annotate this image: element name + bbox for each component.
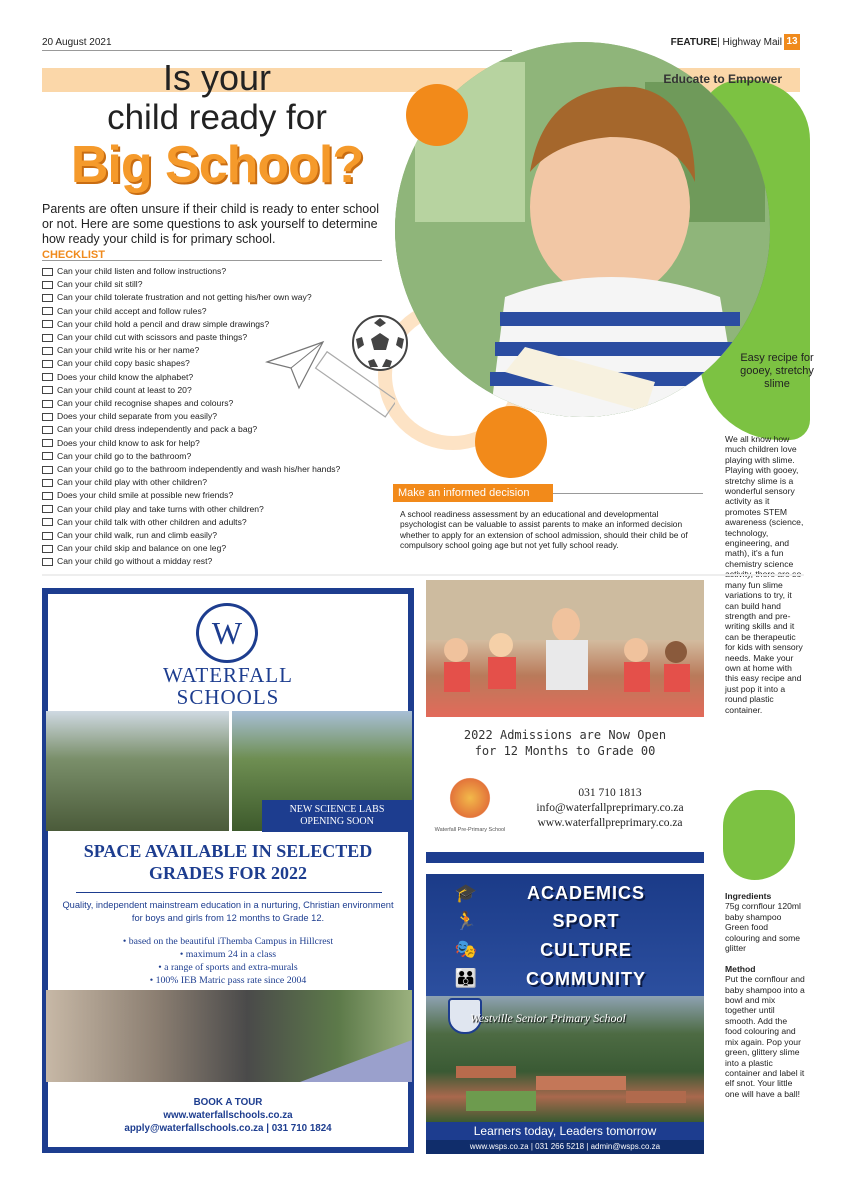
checkbox-icon[interactable] [42, 268, 53, 276]
checklist [42, 265, 402, 569]
page-number: 13 [784, 34, 800, 50]
checklist-item-text: Can your child tolerate frustration and not getting his/her own way? [57, 292, 312, 303]
checklist-item-text: Can your child write his or her name? [57, 345, 200, 356]
ad-bullet-item: • based on the beautiful iThemba Campus in Hillcrest [122, 936, 334, 947]
runner-icon: 🏃 [454, 911, 478, 931]
slime-blob-image [723, 790, 795, 880]
checklist-item-text: Can your child listen and follow instructions? [57, 266, 227, 276]
checkbox-icon[interactable] [42, 492, 53, 500]
checkbox-icon[interactable] [42, 518, 53, 526]
waterfall-laurel-logo-icon: W [196, 603, 258, 663]
checklist-rule [42, 260, 382, 261]
checklist-item-text: Does your child separate from you easily? [57, 411, 218, 422]
section-divider [42, 574, 804, 576]
checklist-item-text: Can your child talk with other children and adults? [57, 516, 247, 527]
westville-contact-link[interactable]: www.wsps.co.za | 031 266 5218 | admin@wsps.co.za [426, 1140, 704, 1154]
checklist-item[interactable] [42, 331, 402, 344]
checklist-item[interactable] [42, 410, 402, 423]
slime-recipe-intro: We all know how much children love playing with slime. Playing with gooey, stretchy slime is a wonderful sensory activity as it promotes STEM awareness (science, technology, engineering, and math), it's a fun chemistry science activity, there are so many fun slime variations to try, it can build hand strength and pre-writing skills and it can be therapeutic for kids with sensory needs. Make your own at home with this easy recipe and just pop it into a round plastic container. [725, 434, 804, 715]
ingredients-label: Ingredients [725, 891, 772, 901]
checklist-item[interactable] [42, 529, 402, 542]
informed-decision-heading: Make an informed decision [393, 484, 553, 502]
category-sport: SPORT [552, 911, 620, 931]
checkbox-icon[interactable] [42, 426, 53, 434]
westville-school-name: Westville Senior Primary School [470, 1011, 626, 1025]
checklist-item[interactable] [42, 371, 402, 384]
checklist-item[interactable] [42, 291, 402, 304]
preprimary-phone[interactable]: 031 710 1813 [578, 787, 642, 799]
headline-line-2: GRADES FOR 2022 [148, 863, 307, 883]
ad-bullet-item: • 100% IEB Matric pass rate since 2004 [149, 975, 307, 986]
students-photo [46, 711, 229, 831]
checklist-item-text: Can your child cut with scissors and paste things? [57, 332, 248, 343]
admissions-notice [426, 727, 704, 759]
informed-decision-text: A school readiness assessment by an educational and developmental psychologist can be valuable to assist parents to make an informed decision whether to apply for an extension of school admission, should their child be of compulsory school going age but not yet fully school ready. [400, 509, 688, 551]
checkbox-icon[interactable] [42, 466, 53, 474]
checklist-item[interactable] [42, 437, 402, 450]
checklist-item[interactable] [42, 265, 402, 278]
preprimary-email[interactable]: info@waterfallpreprimary.co.za [536, 802, 684, 814]
preschool-class-photo [426, 580, 704, 717]
name-line-2: SCHOOLS [176, 685, 280, 709]
checkbox-icon[interactable] [42, 386, 53, 394]
checklist-item[interactable] [42, 278, 402, 291]
preprimary-contact [520, 786, 700, 831]
category-academics: ACADEMICS [526, 883, 645, 903]
checklist-item[interactable] [42, 357, 402, 370]
slime-recipe-heading: Easy recipe for gooey, stretchy slime [740, 352, 814, 390]
ad-bullets [60, 935, 396, 987]
banner-line-1: NEW SCIENCE LABS [289, 804, 385, 815]
book-tour-label: BOOK A TOUR [193, 1097, 263, 1108]
checkbox-icon[interactable] [42, 281, 53, 289]
category-community: COMMUNITY [526, 969, 646, 989]
checkbox-icon[interactable] [42, 505, 53, 513]
slime-recipe-body [725, 891, 805, 1099]
checkbox-icon[interactable] [42, 545, 53, 553]
checklist-item[interactable] [42, 463, 402, 476]
ad-bullet-item: • maximum 24 in a class [179, 949, 277, 960]
checklist-item-text: Does your child smile at possible new friends? [57, 490, 234, 501]
checkbox-icon[interactable] [42, 320, 53, 328]
checkbox-icon[interactable] [42, 347, 53, 355]
checkbox-icon[interactable] [42, 360, 53, 368]
checkbox-icon[interactable] [42, 558, 53, 566]
checkbox-icon[interactable] [42, 294, 53, 302]
method-label: Method [725, 963, 756, 974]
waterfall-contact-link[interactable]: apply@waterfallschools.co.za | 031 710 1824 [124, 1123, 332, 1134]
preprimary-logo-icon [440, 773, 500, 823]
banner-line-2: OPENING SOON [300, 816, 374, 827]
checklist-item[interactable] [42, 476, 402, 489]
category-culture: CULTURE [540, 940, 632, 960]
waterfall-website-link[interactable]: www.waterfallschools.co.za [163, 1110, 293, 1121]
science-labs-banner [262, 800, 412, 832]
checklist-label: CHECKLIST [42, 249, 105, 261]
headline-line-3: Big School? [70, 136, 364, 194]
ad-description: Quality, independent mainstream education in a nurturing, Christian environment for boys and girls from 12 months to Grade 12. [62, 900, 394, 923]
orange-circle-decoration [475, 406, 547, 478]
checklist-item[interactable] [42, 503, 402, 516]
section-label: FEATURE [670, 37, 718, 48]
headline-line-2: child ready for [107, 98, 327, 137]
checklist-item[interactable] [42, 555, 402, 568]
checklist-item-text: Can your child play with other children? [57, 477, 207, 488]
checklist-item-text: Does your child know to ask for help? [57, 437, 200, 448]
headline-line-1: Is your [162, 57, 272, 98]
checkbox-icon[interactable] [42, 439, 53, 447]
checklist-item-text: Can your child sit still? [57, 279, 143, 290]
informed-rule [553, 493, 703, 494]
checklist-item[interactable] [42, 489, 402, 502]
article-intro: Parents are often unsure if their child is ready to enter school or not. Here are some questions to ask yourself to determine how ready your child is for primary school. [42, 202, 379, 246]
checkbox-icon[interactable] [42, 400, 53, 408]
checkbox-icon[interactable] [42, 373, 53, 381]
checkbox-icon[interactable] [42, 479, 53, 487]
checkbox-icon[interactable] [42, 334, 53, 342]
ad-rule [76, 892, 382, 893]
checklist-item[interactable] [42, 397, 402, 410]
issue-date: 20 August 2021 [42, 37, 112, 48]
preprimary-website[interactable]: www.waterfallpreprimary.co.za [537, 817, 683, 829]
checklist-item[interactable] [42, 423, 402, 436]
publication-name: Highway Mail [722, 37, 782, 48]
section-tagline: Educate to Empower [663, 72, 782, 86]
waterfall-school-name [42, 664, 414, 708]
checkbox-icon[interactable] [42, 413, 53, 421]
checkbox-icon[interactable] [42, 452, 53, 460]
theatre-masks-icon: 🎭 [454, 939, 478, 959]
headline-line-1: SPACE AVAILABLE IN SELECTED [83, 841, 373, 861]
checklist-item[interactable] [42, 450, 402, 463]
checklist-item-text: Can your child accept and follow rules? [57, 305, 207, 316]
checklist-item[interactable] [42, 516, 402, 529]
checklist-item[interactable] [42, 344, 402, 357]
checklist-item-text: Can your child go to the bathroom independently and wash his/her hands? [57, 464, 341, 475]
orange-circle-decoration [406, 84, 468, 146]
method-text: Put the cornflour and baby shampoo into a bowl and mix together until smooth. Add the food colouring and mix again. Pop your green, glittery slime into a plastic container and label it elf snot. Your little one will have a ball! [725, 974, 805, 1099]
checklist-item-text: Can your child recognise shapes and colours? [57, 398, 234, 409]
checkbox-icon[interactable] [42, 532, 53, 540]
checklist-item-text: Can your child walk, run and climb easily? [57, 530, 218, 541]
checklist-item[interactable] [42, 305, 402, 318]
page-header: FEATURE| Highway Mail [670, 37, 782, 48]
children-icon: 👪 [454, 968, 478, 988]
checklist-item-text: Can your child play and take turns with other children? [57, 503, 264, 514]
admissions-line-2: for 12 Months to Grade 00 [474, 744, 656, 758]
checklist-item-text: Can your child dress independently and pack a bag? [57, 424, 258, 435]
preprimary-logo-text: Waterfall Pre-Primary School [434, 827, 506, 833]
admissions-line-1: 2022 Admissions are Now Open [463, 728, 667, 742]
graduation-cap-icon: 🎓 [454, 883, 478, 903]
checklist-item[interactable] [42, 318, 402, 331]
checklist-item-text: Can your child go without a midday rest? [57, 556, 213, 567]
header-rule [42, 50, 512, 51]
checklist-item-text: Can your child skip and balance on one leg? [57, 543, 227, 554]
preprimary-footer-bar [426, 852, 704, 863]
checklist-item-text: Can your child count at least to 20? [57, 384, 192, 395]
checklist-item-text: Does your child know the alphabet? [57, 371, 194, 382]
ingredients-text: 75g cornflour 120ml baby shampoo Green food colouring and some glitter [725, 901, 801, 954]
checklist-item-text: Can your child copy basic shapes? [57, 358, 190, 369]
checklist-item[interactable] [42, 542, 402, 555]
checklist-item-text: Can your child go to the bathroom? [57, 450, 192, 461]
checkbox-icon[interactable] [42, 307, 53, 315]
westville-slogan: Learners today, Leaders tomorrow [426, 1122, 704, 1140]
checklist-item-text: Can your child hold a pencil and draw simple drawings? [57, 318, 270, 329]
name-line-1: WATERFALL [163, 663, 293, 687]
ad-bullet-item: • a range of sports and extra-murals [158, 962, 298, 973]
space-available-headline [42, 840, 414, 884]
checklist-item[interactable] [42, 384, 402, 397]
book-tour-block [42, 1096, 414, 1135]
